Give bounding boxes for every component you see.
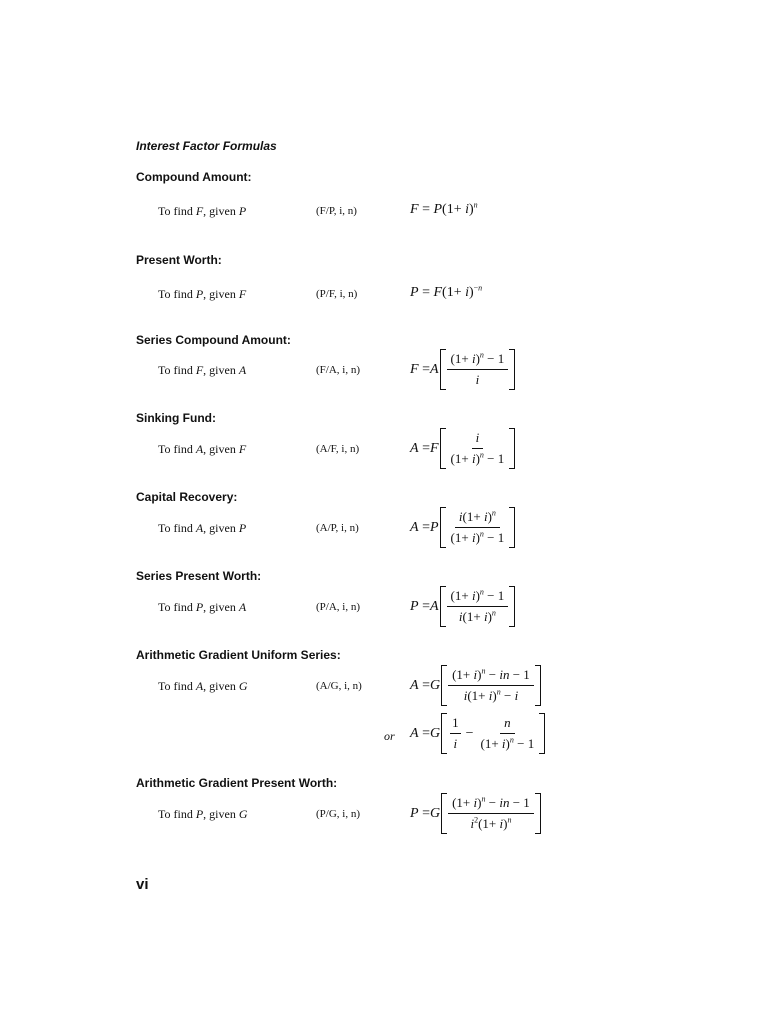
description: To find A, given F [158, 442, 247, 456]
description: To find A, given G [158, 679, 248, 693]
section-heading: Capital Recovery: [136, 490, 238, 504]
section-heading: Compound Amount: [136, 170, 252, 184]
description: To find P, given A [158, 600, 247, 614]
description: To find P, given G [158, 807, 248, 821]
formula: P = A $\frac{(1+ i)^n - 1}{i(1+ i)^n}$ [410, 586, 515, 627]
or-label: or [384, 729, 395, 743]
formula: F = A $\frac{(1+ i)^n - 1}{i}$ [410, 349, 515, 390]
section-heading: Series Present Worth: [136, 569, 262, 583]
description: To find P, given F [158, 287, 247, 301]
notation: (F/P, i, n) [316, 205, 357, 217]
formula: $P = F(1+ i)^{-n}$ [410, 283, 483, 300]
formula: A = G $\frac{(1+ i)^n - in - 1}{i(1+ i)^n - i}$ [410, 665, 541, 706]
notation: (A/F, i, n) [316, 443, 360, 455]
notation: (P/G, i, n) [316, 808, 360, 820]
notation: (A/G, i, n) [316, 680, 362, 692]
page-title: Interest Factor Formulas [136, 139, 277, 153]
formula-alt: A = G $\frac{1}{i}$ − $\frac{n}{(1+ i)^n - 1}$ [410, 713, 545, 754]
section-heading: Series Compound Amount: [136, 333, 291, 347]
description: To find F, given P [158, 204, 247, 218]
formula: $F = P(1+ i)^n$ [410, 200, 478, 217]
notation: (A/P, i, n) [316, 522, 359, 534]
description: To find A, given P [158, 521, 247, 535]
section-heading: Present Worth: [136, 253, 222, 267]
page-number: vi [136, 876, 149, 893]
section-heading: Arithmetic Gradient Uniform Series: [136, 648, 341, 662]
notation: (P/F, i, n) [316, 288, 358, 300]
formula: A = F $\frac{i}{(1+ i)^n - 1}$ [410, 428, 515, 469]
formula: P = G $\frac{(1+ i)^n - in - 1}{i^2(1+ i)^n}$ [410, 793, 541, 834]
section-heading: Sinking Fund: [136, 411, 216, 425]
notation: (P/A, i, n) [316, 601, 360, 613]
formula: A = P $\frac{i(1+ i)^n}{(1+ i)^n - 1}$ [410, 507, 515, 548]
notation: (F/A, i, n) [316, 364, 360, 376]
section-heading: Arithmetic Gradient Present Worth: [136, 776, 338, 790]
description: To find F, given A [158, 363, 247, 377]
